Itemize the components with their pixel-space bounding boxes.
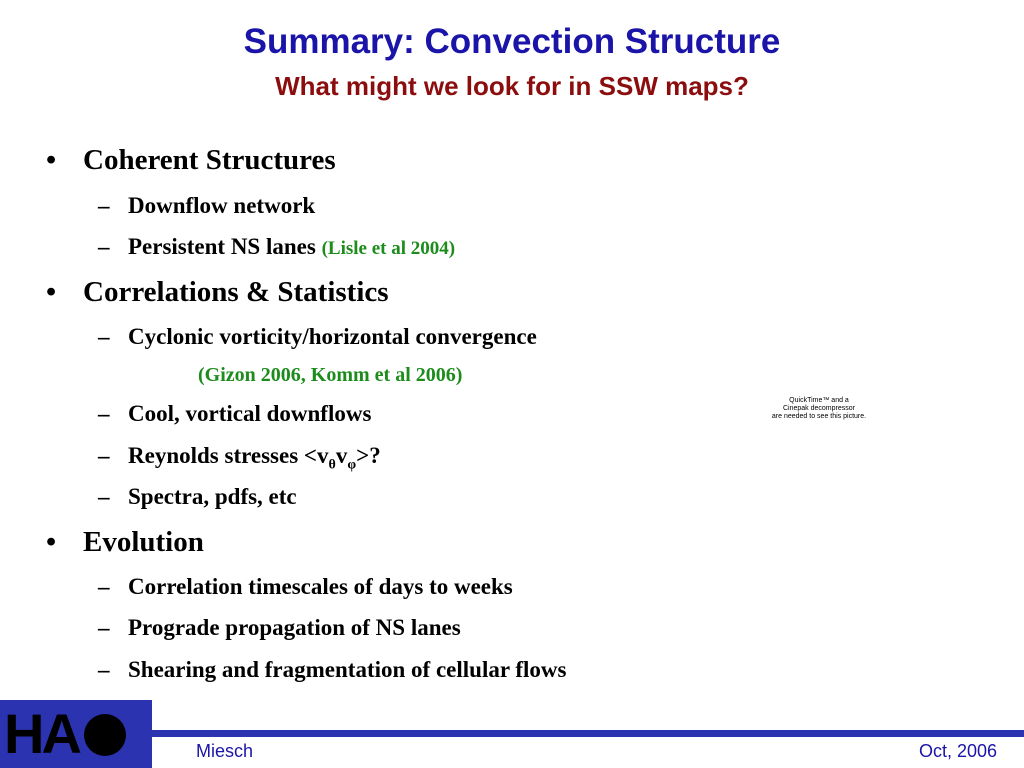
- bullet-marker: •: [46, 526, 57, 558]
- sub-bullet-text: Cyclonic vorticity/horizontal convergence: [128, 324, 537, 349]
- sub-bullet-cyclonic-vorticity: [98, 324, 537, 350]
- dash-marker: –: [98, 657, 110, 682]
- sub-bullet-text: Cool, vortical downflows: [128, 401, 372, 426]
- bullet-text: Evolution: [83, 526, 204, 558]
- footer-author: Miesch: [196, 741, 254, 761]
- subscript-theta: θ: [328, 457, 336, 473]
- reynolds-text-before: Reynolds stresses <v: [128, 443, 329, 468]
- logo-text: HA: [4, 702, 79, 765]
- sub-bullet-reynolds-stresses: [98, 443, 381, 473]
- sub-bullet-correlation-timescales: [98, 574, 513, 600]
- sub-bullet-text: Prograde propagation of NS lanes: [128, 615, 461, 640]
- citation-lisle: (Lisle et al 2004): [321, 238, 456, 259]
- sub-bullet-prograde-propagation: [98, 615, 461, 641]
- logo-sun-icon: [84, 714, 126, 756]
- footer-divider: [152, 730, 1024, 737]
- sub-bullet-downflow-network: [98, 193, 316, 219]
- slide-subtitle: What might we look for in SSW maps?: [275, 71, 749, 101]
- sub-bullet-persistent-ns-lanes: [98, 234, 456, 260]
- bullet-coherent-structures: [46, 144, 336, 177]
- dash-marker: –: [98, 443, 110, 468]
- quicktime-line: Cinepak decompressor: [783, 405, 855, 412]
- dash-marker: –: [98, 324, 110, 349]
- dash-marker: –: [98, 484, 110, 509]
- dash-marker: –: [98, 401, 110, 426]
- bullet-text: Coherent Structures: [83, 144, 336, 176]
- sub-bullet-text: Shearing and fragmentation of cellular flows: [128, 657, 567, 682]
- sub-bullet-text: Spectra, pdfs, etc: [128, 484, 297, 509]
- dash-marker: –: [98, 615, 110, 640]
- footer-date: Oct, 2006: [918, 741, 997, 761]
- reynolds-text-mid: v: [335, 443, 348, 468]
- quicktime-line: QuickTime™ and a: [789, 397, 849, 404]
- sub-bullet-text: Correlation timescales of days to weeks: [128, 574, 513, 599]
- dash-marker: –: [98, 574, 110, 599]
- bullet-evolution: [46, 526, 204, 559]
- slide-title: Summary: Convection Structure: [243, 22, 781, 61]
- reynolds-text-after: >?: [356, 443, 381, 468]
- sub-bullet-shearing-fragmentation: [98, 657, 567, 683]
- sub-bullet-text: Downflow network: [128, 193, 316, 218]
- bullet-marker: •: [46, 144, 57, 176]
- dash-marker: –: [98, 193, 110, 218]
- quicktime-line: are needed to see this picture.: [771, 413, 867, 420]
- bullet-correlations-statistics: [46, 276, 389, 309]
- citation-gizon-komm: (Gizon 2006, Komm et al 2006): [198, 364, 463, 386]
- sub-bullet-cool-vortical-downflows: [98, 401, 372, 427]
- bullet-text: Correlations & Statistics: [83, 276, 389, 308]
- sub-bullet-spectra-pdfs: [98, 484, 297, 510]
- subscript-phi: φ: [347, 457, 357, 473]
- quicktime-placeholder: [760, 397, 878, 421]
- hao-logo: [0, 700, 152, 768]
- bullet-marker: •: [46, 276, 57, 308]
- sub-bullet-text: Persistent NS lanes: [128, 234, 316, 259]
- dash-marker: –: [98, 234, 110, 259]
